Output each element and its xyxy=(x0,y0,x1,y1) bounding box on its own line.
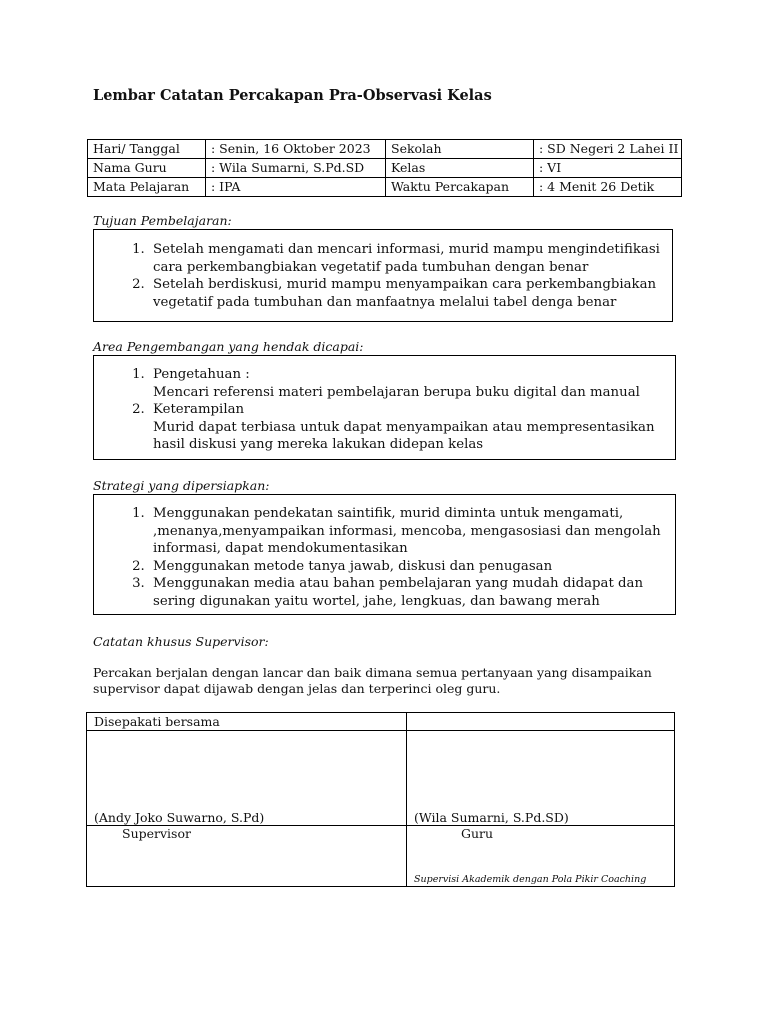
strategi-box xyxy=(93,494,676,615)
tujuan-box xyxy=(93,229,673,322)
area-box xyxy=(93,355,676,460)
list-item: 2. Menggunakan metode tanya jawab, diskusi dan penugasan xyxy=(149,558,675,576)
area-list xyxy=(94,366,675,454)
supervisor-role-cell xyxy=(87,826,407,887)
supervisor-name: (Andy Joko Suwarno, S.Pd) xyxy=(94,810,265,825)
document-title: Lembar Catatan Percakapan Pra-Observasi Kelas xyxy=(93,87,492,104)
empty-cell xyxy=(407,713,675,731)
area-label: Area Pengembangan yang hendak dicapai: xyxy=(93,339,364,354)
footer-note: Supervisi Akademik dengan Pola Pikir Coaching xyxy=(414,874,647,885)
list-item: 3. Menggunakan media atau bahan pembelajaran yang mudah didapat dan sering digunakan yaitu wortel, jahe, lengkuas, dan bawang merah xyxy=(149,575,675,610)
list-item: 2. Setelah berdiskusi, murid mampu menyampaikan cara perkembangbiakan vegetatif pada tumbuhan dan manfaatnya melalui tabel denga benar xyxy=(149,276,672,311)
list-item: 1. Setelah mengamati dan mencari informasi, murid mampu mengindetifikasi cara perkembangbiakan vegetatif pada tumbuhan dengan benar xyxy=(149,241,672,276)
info-label-subject: Mata Pelajaran xyxy=(88,178,206,197)
list-item: 1. Menggunakan pendekatan saintifik, murid diminta untuk mengamati, ,menanya,menyampaikan informasi, mencoba, mengasosiasi dan mengolah informasi, dapat mendokumentasikan xyxy=(149,505,675,558)
info-value-duration: : 4 Menit 26 Detik xyxy=(534,178,682,197)
info-value-day: : Senin, 16 Oktober 2023 xyxy=(206,140,386,159)
area-item-head: 1. Pengetahuan : xyxy=(153,367,250,382)
agreed-label: Disepakati bersama xyxy=(87,713,407,731)
info-label-teacher: Nama Guru xyxy=(88,159,206,178)
info-label-day: Hari/ Tanggal xyxy=(88,140,206,159)
supervisor-role: Supervisor xyxy=(122,826,191,841)
info-value-school: : SD Negeri 2 Lahei II xyxy=(534,140,682,159)
signature-table xyxy=(86,712,675,887)
catatan-label: Catatan khusus Supervisor: xyxy=(93,634,269,649)
info-row xyxy=(88,178,682,197)
info-value-subject: : IPA xyxy=(206,178,386,197)
info-label-class: Kelas xyxy=(386,159,534,178)
list-item xyxy=(149,366,675,401)
table-row xyxy=(87,713,675,731)
table-row xyxy=(87,826,675,887)
info-row xyxy=(88,159,682,178)
info-value-class: : VI xyxy=(534,159,682,178)
supervisor-signature-cell xyxy=(87,731,407,826)
area-item-head: 2. Keterampilan xyxy=(153,402,245,417)
guru-role: Guru xyxy=(461,826,494,841)
area-item-body: Murid dapat terbiasa untuk dapat menyampaikan atau mempresentasikan hasil diskusi yang mereka lakukan didepan kelas xyxy=(153,419,655,452)
tujuan-label: Tujuan Pembelajaran: xyxy=(93,213,232,228)
table-row xyxy=(87,731,675,826)
area-item-body: Mencari referensi materi pembelajaran berupa buku digital dan manual xyxy=(153,384,640,400)
info-row xyxy=(88,140,682,159)
list-item xyxy=(149,401,675,454)
info-label-duration: Waktu Percakapan xyxy=(386,178,534,197)
guru-signature-cell xyxy=(407,731,675,826)
tujuan-list xyxy=(94,241,672,311)
strategi-list xyxy=(94,505,675,610)
guru-name: (Wila Sumarni, S.Pd.SD) xyxy=(414,810,569,825)
info-value-teacher: : Wila Sumarni, S.Pd.SD xyxy=(206,159,386,178)
info-label-school: Sekolah xyxy=(386,140,534,159)
strategi-label: Strategi yang dipersiapkan: xyxy=(93,478,270,493)
info-table xyxy=(87,139,682,197)
catatan-text: Percakan berjalan dengan lancar dan baik dimana semua pertanyaan yang disampaikan supervisor dapat dijawab dengan jelas dan terperinci oleg guru. xyxy=(93,665,652,696)
guru-role-cell xyxy=(407,826,675,887)
